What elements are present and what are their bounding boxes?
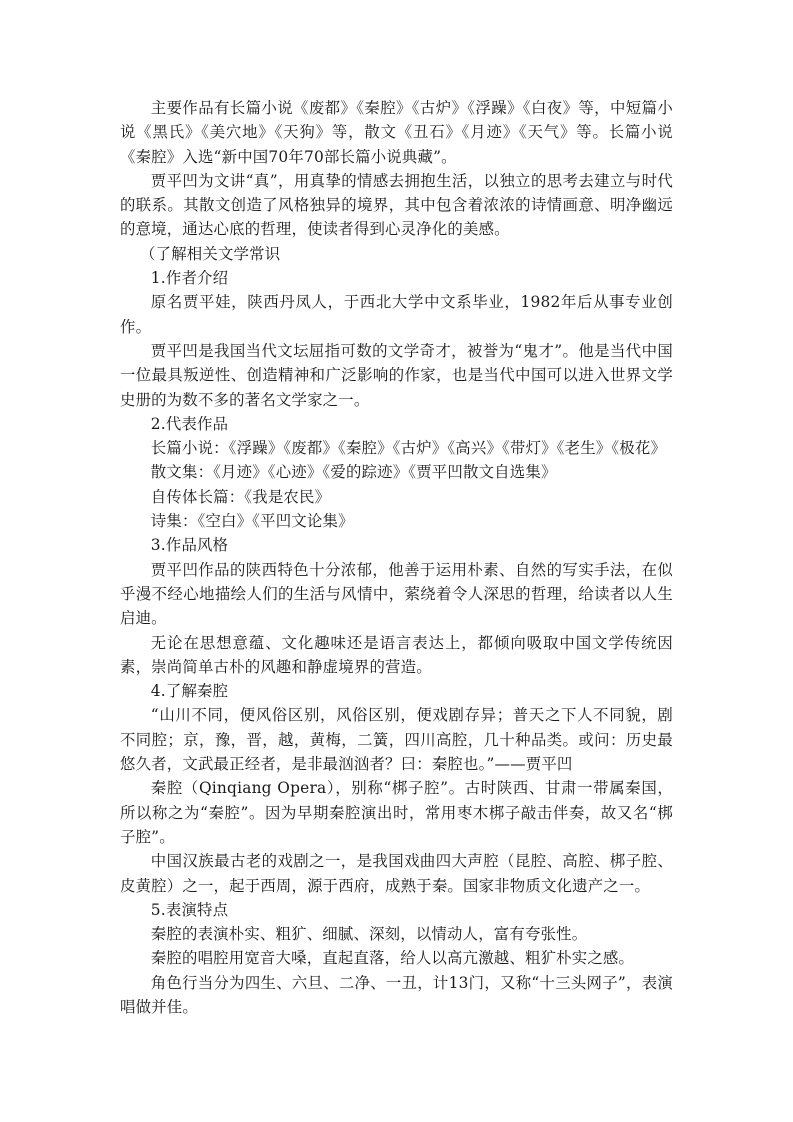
heading-author-intro: 1.作者介绍: [150, 269, 229, 288]
performance-paragraph-3: 角色行当分为四生、六旦、二净、一丑，计13门，又称“十三头网子”，表演唱做并佳。: [120, 973, 673, 1016]
qinqiang-definition: 秦腔（Qinqiang Opera），别称“梆子腔”。古时陕西、甘肃一带属秦国，所以称之为“秦腔”。因为早期秦腔演出时，常用枣木梆子敲击伴奏，故又名“梆子腔”。: [120, 779, 673, 846]
author-reputation-paragraph: 贾平凹是我国当代文坛屈指可数的文学奇才，被誉为“鬼才”。他是当代中国一位最具叛逆性、创造精神和广泛影响的作家，也是当代中国可以进入世界文学史册的为数不多的著名文学家之一。: [120, 341, 673, 409]
works-paragraph: 主要作品有长篇小说《废都》《秦腔》《古炉》《浮躁》《白夜》等，中短篇小说《黑氏》《美穴地》《天狗》等，散文《丑石》《月迹》《天气》等。长篇小说《秦腔》入选“新中国70年70部长篇小说典藏”。: [120, 99, 673, 166]
qinqiang-history: 中国汉族最古老的戏剧之一，是我国戏曲四大声腔（昆腔、高腔、梆子腔、皮黄腔）之一，起于西周，源于西府，成熟于秦。国家非物质文化遗产之一。: [120, 852, 673, 895]
author-intro-paragraph: 原名贾平娃，陕西丹凤人，于西北大学中文系毕业，1982年后从事专业创作。: [120, 293, 673, 336]
heading-work-style: 3.作品风格: [150, 536, 229, 555]
document-page: [120, 96, 673, 1019]
work-style-paragraph-1: 贾平凹作品的陕西特色十分浓郁，他善于运用朴素、自然的写实手法，在似乎漫不经心地描绘人们的生活与风情中，萦绕着令人深思的哲理，给读者以人生启迪。: [120, 560, 673, 628]
section-heading-literary-knowledge: （了解相关文学常识: [140, 244, 281, 263]
novels-list: 长篇小说：《浮躁》《废都》《秦腔》《古炉》《高兴》《带灯》《老生》《极花》: [150, 439, 667, 458]
heading-representative-works: 2.代表作品: [150, 414, 229, 433]
performance-paragraph-2: 秦腔的唱腔用宽音大嗓，直起直落，给人以高亢激越、粗犷朴实之感。: [150, 949, 635, 968]
essay-collections-list: 散文集：《月迹》《心迹》《爱的踪迹》《贾平凹散文自选集》: [150, 463, 557, 482]
style-summary-paragraph: 贾平凹为文讲“真”，用真挚的情感去拥抱生活，以独立的思考去建立与时代的联系。其散文创造了风格独异的境界，其中包含着浓浓的诗情画意、明净幽远的意境，通达心底的哲理，使读者得到心灵净化的美感。: [120, 171, 673, 239]
heading-performance-features: 5.表演特点: [150, 900, 229, 919]
performance-paragraph-1: 秦腔的表演朴实、粗犷、细腻、深刻，以情动人，富有夸张性。: [150, 925, 588, 944]
work-style-paragraph-2: 无论在思想意蕴、文化趣味还是语言表达上，都倾向吸取中国文学传统因素，崇尚简单古朴的风趣和静虚境界的营造。: [120, 633, 673, 676]
poetry-list: 诗集：《空白》《平凹文论集》: [150, 512, 354, 531]
qinqiang-quote: “山川不同，便风俗区别，风俗区别，便戏剧存异；普天之下人不同貌，剧不同腔；京，豫，晋，越，黄梅，二簧，四川高腔，几十种品类。或问：历史最悠久者，文武最正经者，是非最汹汹者？曰：秦腔也。”——贾平凹: [120, 706, 673, 774]
autobiography-list: 自传体长篇：《我是农民》: [150, 487, 331, 506]
heading-about-qinqiang: 4.了解秦腔: [150, 682, 229, 701]
